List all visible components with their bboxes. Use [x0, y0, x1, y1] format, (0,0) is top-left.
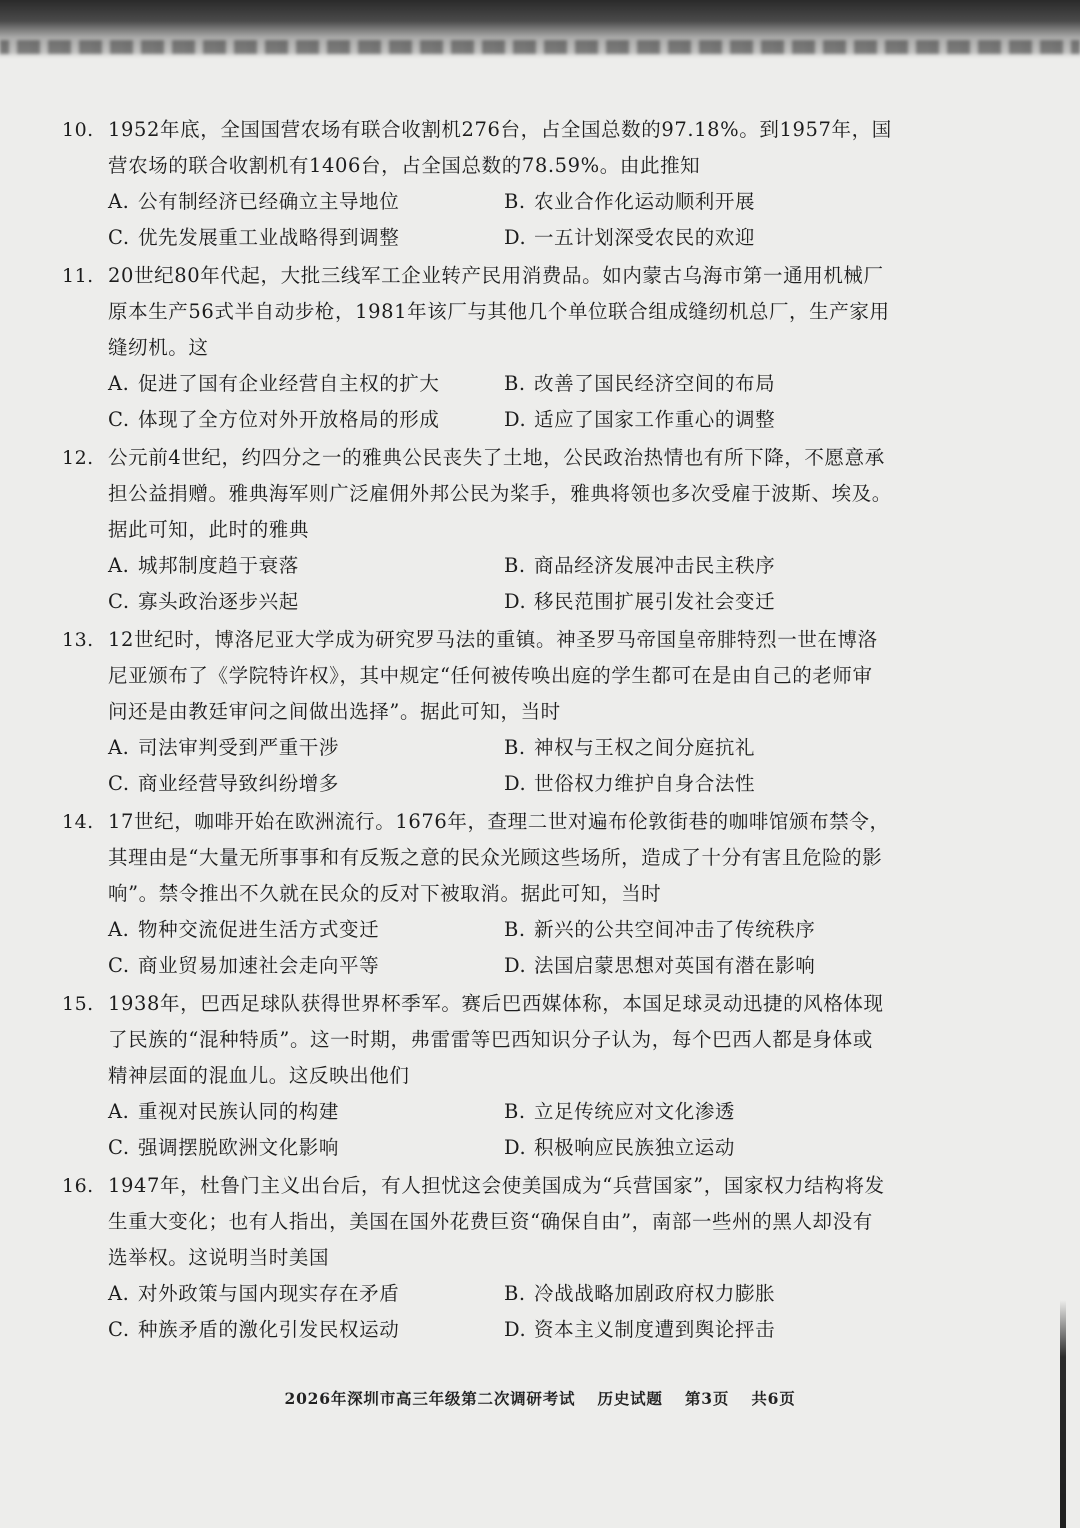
- question-number: 15.: [62, 993, 94, 1015]
- options: [108, 1094, 892, 1166]
- question-stem: [62, 1168, 892, 1276]
- question-text: 公元前4世纪，约四分之一的雅典公民丧失了土地，公民政治热情也有所下降，不愿意承担公益捐赠。雅典海军则广泛雇佣外邦公民为桨手，雅典将领也多次受雇于波斯、埃及。据此可知，此时的雅典: [108, 446, 892, 541]
- question-15: [62, 986, 892, 1166]
- page-total: 共6页: [751, 1389, 796, 1408]
- question-number: 10.: [62, 119, 94, 141]
- option-b: B. 立足传统应对文化渗透: [504, 1100, 736, 1123]
- exam-title: 2026年深圳市高三年级第二次调研考试: [284, 1389, 576, 1408]
- option-c: C. 商业贸易加速社会走向平等: [108, 954, 380, 977]
- options: [108, 548, 892, 620]
- scan-edge-mark: [1060, 1300, 1066, 1528]
- option-c: C. 强调摆脱欧洲文化影响: [108, 1136, 340, 1159]
- options: [108, 366, 892, 438]
- question-number: 11.: [62, 265, 94, 287]
- question-12: [62, 440, 892, 620]
- option-b: B. 冷战战略加剧政府权力膨胀: [504, 1282, 776, 1305]
- options: [108, 184, 892, 256]
- question-stem: [62, 622, 892, 730]
- question-stem: [62, 112, 892, 184]
- question-number: 13.: [62, 629, 94, 651]
- option-d: D. 移民范围扩展引发社会变迁: [504, 590, 776, 613]
- option-c: C. 寡头政治逐步兴起: [108, 590, 299, 613]
- option-c: C. 优先发展重工业战略得到调整: [108, 226, 400, 249]
- exam-page: [62, 112, 892, 1350]
- options: [108, 1276, 892, 1348]
- option-c: C. 体现了全方位对外开放格局的形成: [108, 408, 440, 431]
- question-text: 20世纪80年代起，大批三线军工企业转产民用消费品。如内蒙古乌海市第一通用机械厂原本生产56式半自动步枪，1981年该厂与其他几个单位联合组成缝纫机总厂，生产家用缝纫机。这: [108, 264, 890, 359]
- question-number: 16.: [62, 1175, 94, 1197]
- question-stem: [62, 440, 892, 548]
- option-b: B. 新兴的公共空间冲击了传统秩序: [504, 918, 816, 941]
- question-number: 14.: [62, 811, 94, 833]
- option-c: C. 商业经营导致纠纷增多: [108, 772, 340, 795]
- question-text: 12世纪时，博洛尼亚大学成为研究罗马法的重镇。神圣罗马帝国皇帝腓特烈一世在博洛尼亚颁布了《学院特许权》，其中规定“任何被传唤出庭的学生都可在是由自己的老师审问还是由教廷审问之间做出选择”。据此可知，当时: [108, 628, 878, 723]
- question-text: 1952年底，全国国营农场有联合收割机276台，占全国总数的97.18%。到1957年，国营农场的联合收割机有1406台，占全国总数的78.59%。由此推知: [108, 118, 892, 177]
- scan-top-shadow: [0, 0, 1080, 60]
- question-stem: [62, 804, 892, 912]
- option-b: B. 改善了国民经济空间的布局: [504, 372, 776, 395]
- option-b: B. 神权与王权之间分庭抗礼: [504, 736, 756, 759]
- option-a: A. 对外政策与国内现实存在矛盾: [108, 1282, 400, 1305]
- option-d: D. 法国启蒙思想对英国有潜在影响: [504, 954, 816, 977]
- option-b: B. 农业合作化运动顺利开展: [504, 190, 756, 213]
- question-16: [62, 1168, 892, 1348]
- question-text: 1947年，杜鲁门主义出台后，有人担忧这会使美国成为“兵营国家”，国家权力结构将发生重大变化；也有人指出，美国在国外花费巨资“确保自由”，南部一些州的黑人却没有选举权。这说明当时美国: [108, 1174, 885, 1269]
- question-14: [62, 804, 892, 984]
- question-11: [62, 258, 892, 438]
- option-a: A. 公有制经济已经确立主导地位: [108, 190, 400, 213]
- option-d: D. 世俗权力维护自身合法性: [504, 772, 756, 795]
- question-stem: [62, 258, 892, 366]
- option-a: A. 重视对民族认同的构建: [108, 1100, 340, 1123]
- option-d: D. 一五计划深受农民的欢迎: [504, 226, 756, 249]
- options: [108, 912, 892, 984]
- question-stem: [62, 986, 892, 1094]
- question-text: 17世纪，咖啡开始在欧洲流行。1676年，查理二世对遍布伦敦街巷的咖啡馆颁布禁令，其理由是“大量无所事事和有反叛之意的民众光顾这些场所，造成了十分有害且危险的影响”。禁令推出不久就在民众的反对下被取消。据此可知，当时: [108, 810, 890, 905]
- option-a: A. 物种交流促进生活方式变迁: [108, 918, 380, 941]
- page-footer: [0, 1387, 1080, 1409]
- option-a: A. 促进了国有企业经营自主权的扩大: [108, 372, 440, 395]
- option-a: A. 城邦制度趋于衰落: [108, 554, 299, 577]
- question-13: [62, 622, 892, 802]
- option-d: D. 资本主义制度遭到舆论抨击: [504, 1318, 776, 1341]
- question-10: [62, 112, 892, 256]
- question-text: 1938年，巴西足球队获得世界杯季军。赛后巴西媒体称，本国足球灵动迅捷的风格体现了民族的“混种特质”。这一时期，弗雷雷等巴西知识分子认为，每个巴西人都是身体或精神层面的混血儿。这反映出他们: [108, 992, 884, 1087]
- option-c: C. 种族矛盾的激化引发民权运动: [108, 1318, 400, 1341]
- option-d: D. 积极响应民族独立运动: [504, 1136, 736, 1159]
- option-d: D. 适应了国家工作重心的调整: [504, 408, 776, 431]
- option-b: B. 商品经济发展冲击民主秩序: [504, 554, 776, 577]
- subject-label: 历史试题: [597, 1389, 663, 1408]
- options: [108, 730, 892, 802]
- question-number: 12.: [62, 447, 94, 469]
- page-number: 第3页: [684, 1389, 730, 1408]
- option-a: A. 司法审判受到严重干涉: [108, 736, 340, 759]
